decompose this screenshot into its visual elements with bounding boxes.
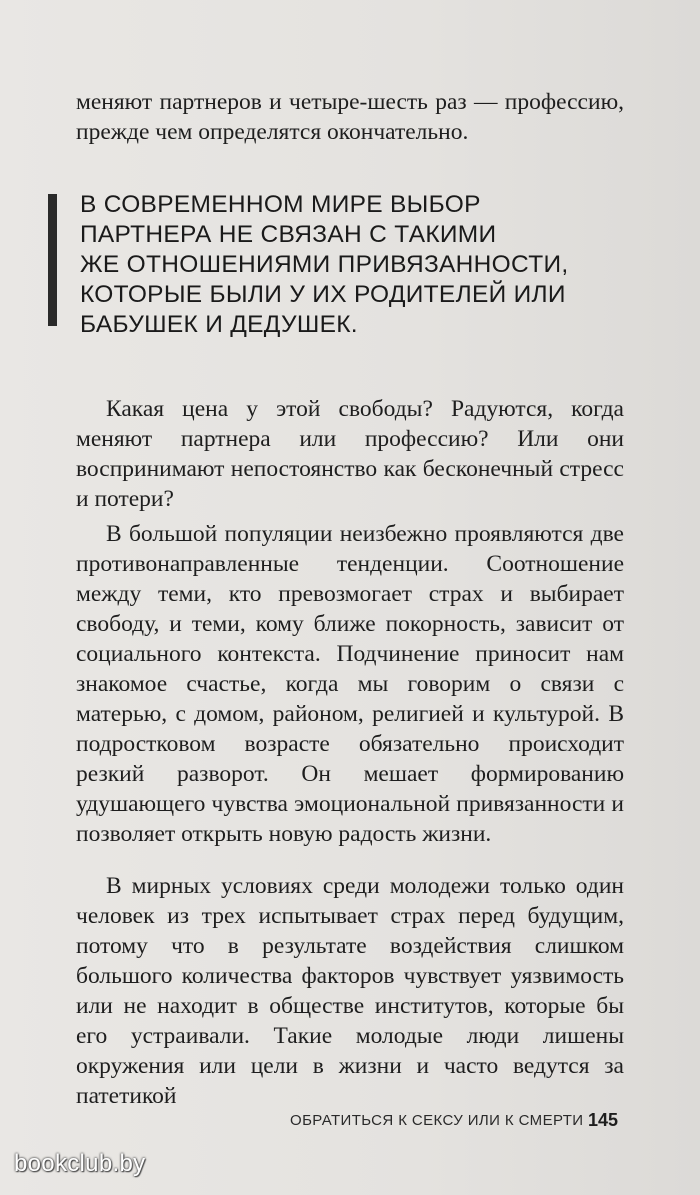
pull-quote bbox=[48, 190, 618, 350]
quote-bar bbox=[48, 194, 57, 326]
pull-quote-line: КОТОРЫЕ БЫЛИ У ИХ РОДИТЕЛЕЙ ИЛИ bbox=[80, 281, 566, 308]
running-footer: ОБРАТИТЬСЯ К СЕКСУ ИЛИ К СМЕРТИ bbox=[290, 1112, 584, 1129]
pull-quote-line: В СОВРЕМЕННОМ МИРЕ ВЫБОР bbox=[80, 191, 481, 218]
pull-quote-line: ПАРТНЕРА НЕ СВЯЗАН С ТАКИМИ bbox=[80, 221, 497, 248]
body-paragraph bbox=[76, 871, 624, 1111]
page-number: 145 bbox=[588, 1110, 619, 1130]
pull-quote-text bbox=[80, 190, 620, 340]
paragraph-text: меняют партнеров и четыре-шесть раз — профессию, прежде чем определятся окончательно. bbox=[76, 89, 624, 145]
pull-quote-line: ЖЕ ОТНОШЕНИЯМИ ПРИВЯЗАННОСТИ, bbox=[80, 251, 569, 278]
body-paragraph bbox=[76, 394, 624, 514]
paragraph-text: В мирных условиях среди молодежи только один человек из трех испытывает страх перед будущим, потому что в результате воздействия слишком большого количества факторов чувствует уязвимость или не находит в обществе институтов, которые бы его устраивали. Такие молодые люди лишены окружения или цели в жизни и часто ведутся за патетикой bbox=[76, 873, 624, 1109]
body-paragraph bbox=[76, 519, 624, 849]
paragraph-text: В большой популяции неизбежно проявляются две противонаправленные тенденции. Соотношение между теми, кто превозмогает страх и выбирает свободу, и теми, кому ближе покорность, зависит от социального контекста. Подчинение приносит нам знакомое счастье, когда мы говорим о связи с матерью, с домом, районом, религией и культурой. В подростковом возрасте обязательно происходит резкий разворот. Он мешает формированию удушающего чувства эмоциональной привязанности и позволяет открыть новую радость жизни. bbox=[76, 521, 624, 847]
opening-paragraph bbox=[76, 87, 624, 147]
watermark: bookclub.by bbox=[14, 1150, 146, 1177]
pull-quote-line: БАБУШЕК И ДЕДУШЕК. bbox=[80, 311, 358, 338]
paragraph-text: Какая цена у этой свободы? Радуются, когда меняют партнера или профессию? Или они воспринимают непостоянство как бесконечный стресс и потери? bbox=[76, 396, 624, 512]
